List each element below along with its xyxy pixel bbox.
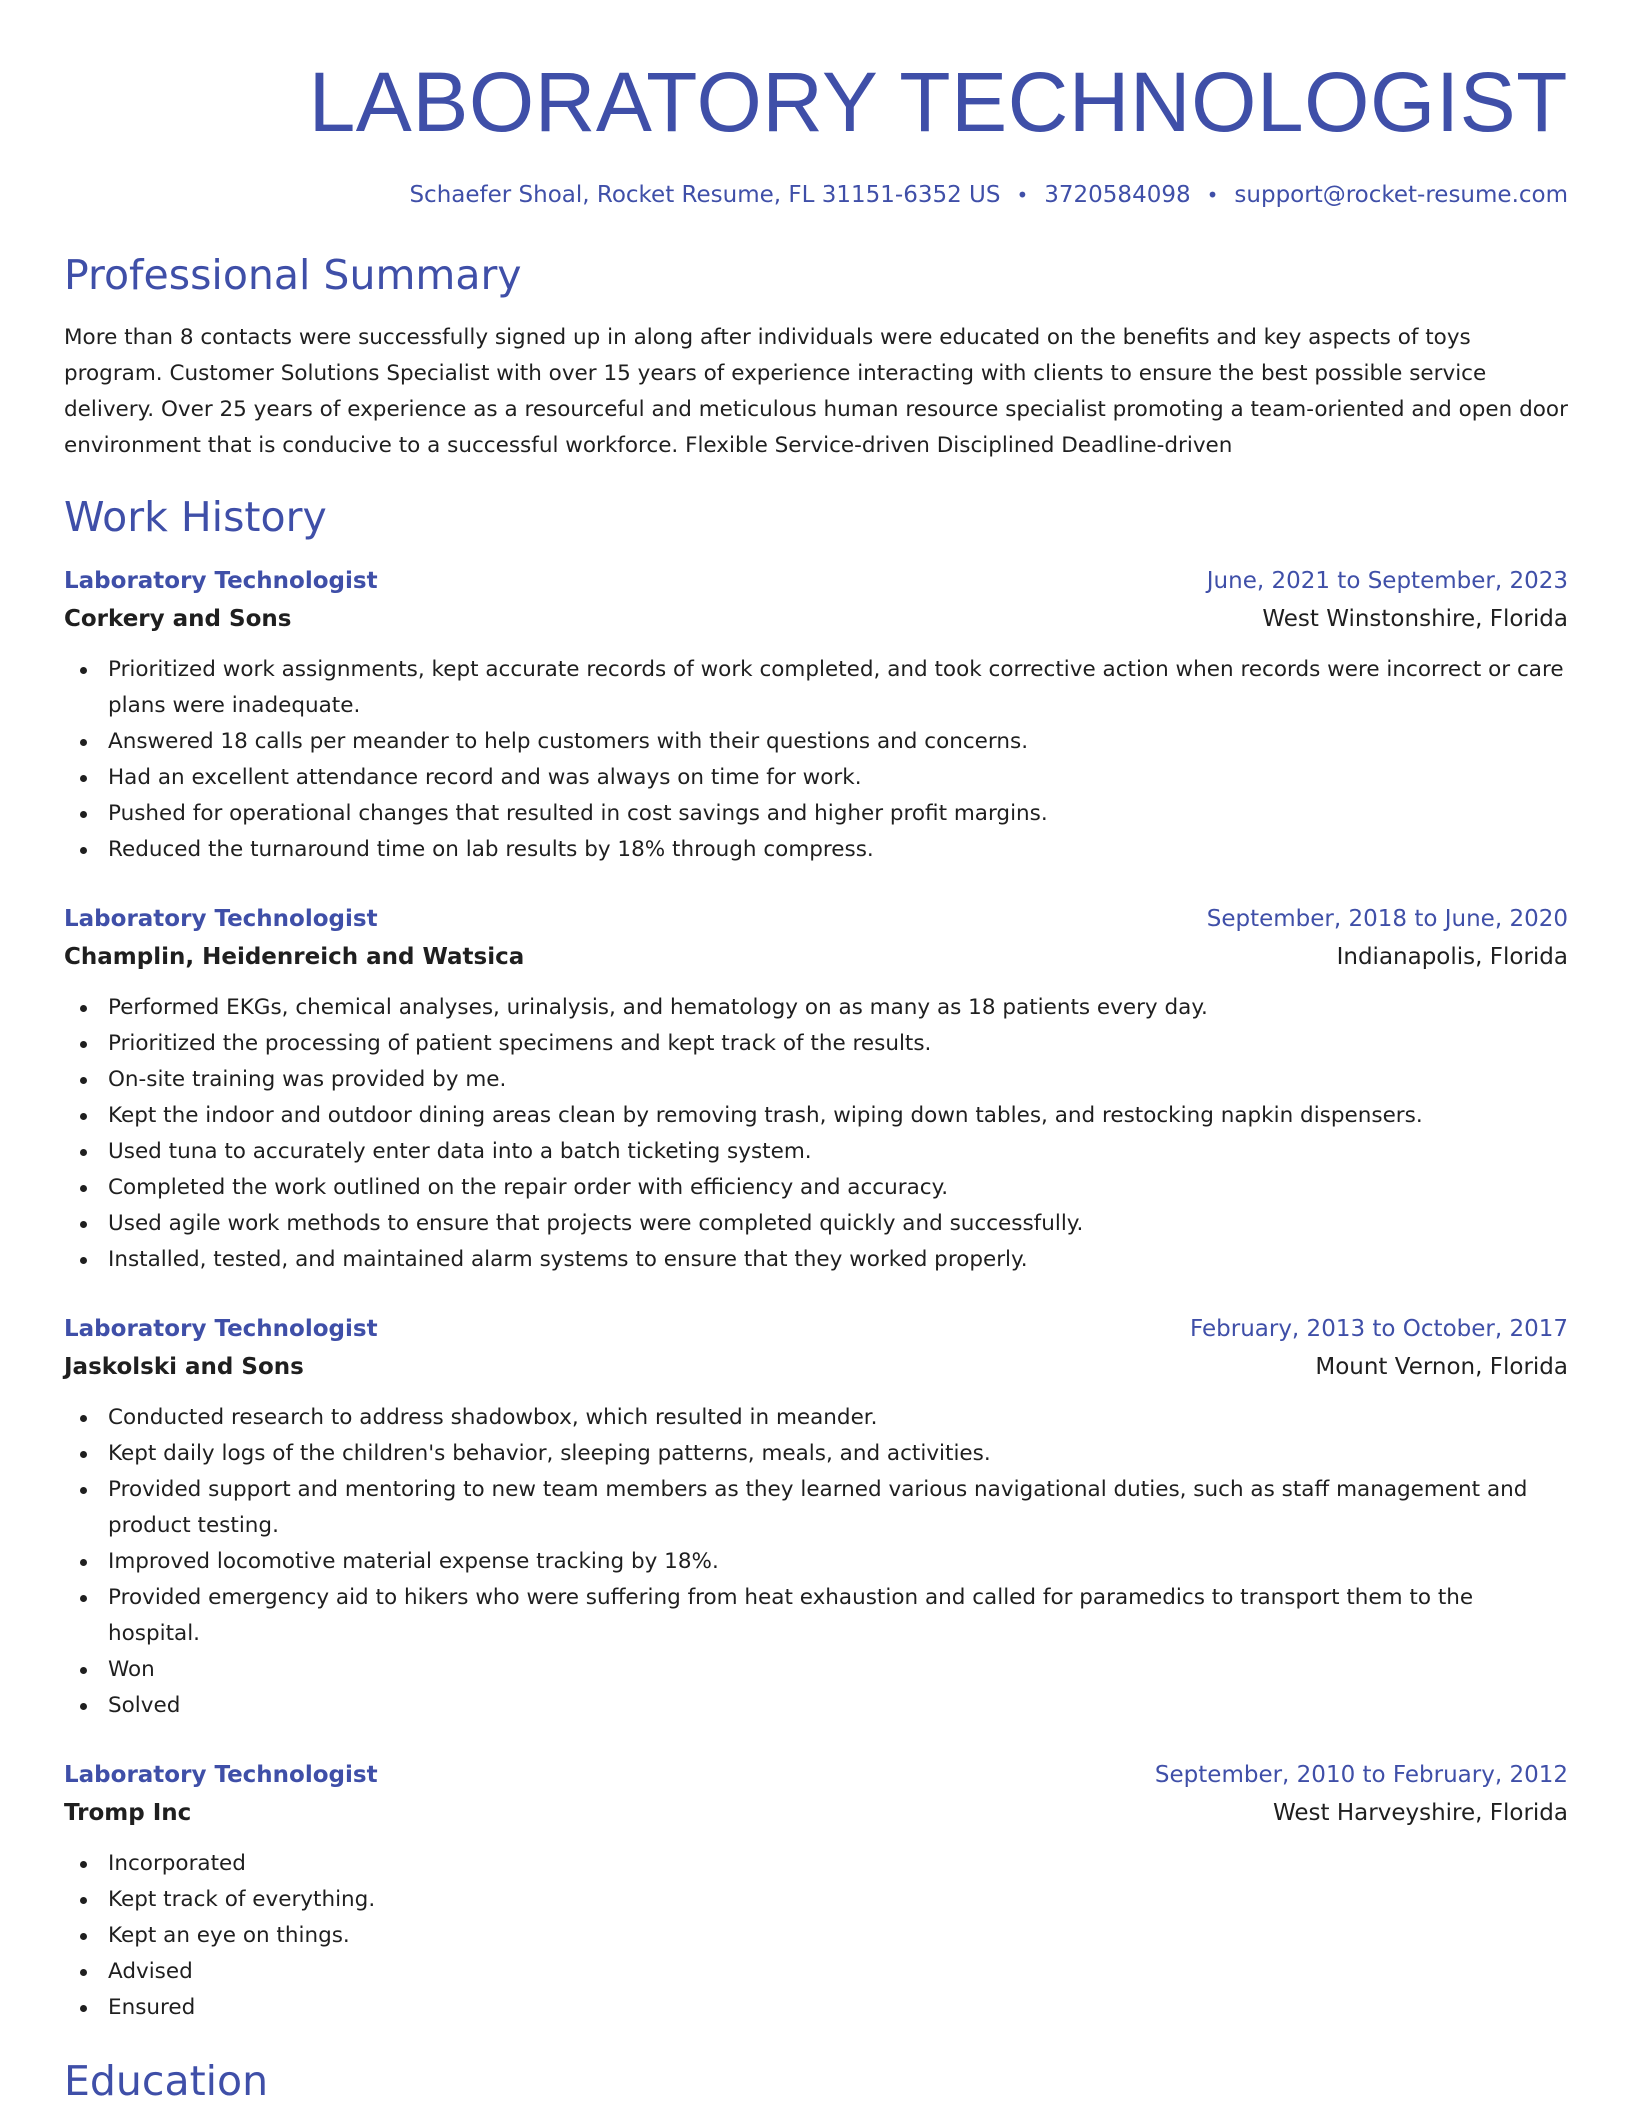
job-bullet: On-site training was provided by me. — [108, 1062, 1568, 1098]
summary-text: More than 8 contacts were successfully signed up in along after individuals were educated on the benefits and key aspects of toys program. Customer Solutions Specialist with over 15 years of experience interacting with clients to ensure the best possible service delivery. Over 25 years of experience as a resourceful and meticulous human resource specialist promoting a team-oriented and open door environment that is conducive to a successful workforce. Flexible Service-driven Disciplined Deadline-driven — [64, 325, 1568, 458]
job-company-row — [64, 1794, 1568, 1832]
job-title: Laboratory Technologist — [64, 1316, 378, 1342]
job-bullet: Performed EKGs, chemical analyses, urinalysis, and hematology on as many as 18 patients every day. — [108, 990, 1568, 1026]
job-bullet: Kept an eye on things. — [108, 1918, 1568, 1954]
job-title-row — [64, 562, 1568, 600]
resume-header — [64, 0, 1568, 210]
job-company: Corkery and Sons — [64, 606, 292, 632]
job-dates: September, 2010 to February, 2012 — [1154, 1762, 1568, 1788]
job-bullet-list — [64, 1400, 1568, 1724]
job-entry — [64, 1756, 1568, 2026]
contact-line — [64, 180, 1568, 210]
job-bullet-list — [64, 990, 1568, 1278]
job-title-row — [64, 1756, 1568, 1794]
job-bullet: Kept the indoor and outdoor dining areas clean by removing trash, wiping down tables, and restocking napkin dispensers. — [108, 1098, 1568, 1134]
job-title-row — [64, 1310, 1568, 1348]
job-bullet: Won — [108, 1652, 1568, 1688]
job-bullet: Reduced the turnaround time on lab results by 18% through compress. — [108, 832, 1568, 868]
job-dates: September, 2018 to June, 2020 — [1206, 906, 1568, 932]
work-history-section — [64, 492, 1568, 2026]
job-entry — [64, 562, 1568, 868]
job-dates: February, 2013 to October, 2017 — [1190, 1316, 1568, 1342]
job-bullet: Incorporated — [108, 1846, 1568, 1882]
job-company: Champlin, Heidenreich and Watsica — [64, 944, 525, 970]
job-bullet: Ensured — [108, 1990, 1568, 2026]
job-bullet: Installed, tested, and maintained alarm systems to ensure that they worked properly. — [108, 1242, 1568, 1278]
summary-heading: Professional Summary — [64, 251, 522, 299]
job-bullet: Provided emergency aid to hikers who were suffering from heat exhaustion and called for paramedics to transport them to the hospital. — [108, 1580, 1568, 1652]
job-title: Laboratory Technologist — [64, 906, 378, 932]
job-location: Indianapolis, Florida — [1336, 944, 1568, 970]
job-bullet: Had an excellent attendance record and was always on time for work. — [108, 760, 1568, 796]
job-title: Laboratory Technologist — [64, 1762, 378, 1788]
job-company-row — [64, 1348, 1568, 1386]
contact-separator: • — [1016, 183, 1029, 207]
job-bullet-list — [64, 652, 1568, 868]
job-bullet: Provided support and mentoring to new team members as they learned various navigational duties, such as staff management and product testing. — [108, 1472, 1568, 1544]
contact-phone: 3720584098 — [1044, 182, 1191, 208]
job-bullet: Used tuna to accurately enter data into a batch ticketing system. — [108, 1134, 1568, 1170]
job-bullet: Advised — [108, 1954, 1568, 1990]
job-title: Laboratory Technologist — [64, 568, 378, 594]
job-location: West Winstonshire, Florida — [1262, 606, 1568, 632]
job-bullet: Improved locomotive material expense tracking by 18%. — [108, 1544, 1568, 1580]
contact-address: Schaefer Shoal, Rocket Resume, FL 31151-6352 US — [409, 182, 1001, 208]
job-company-row — [64, 938, 1568, 976]
job-list — [64, 562, 1568, 2026]
job-bullet: Kept track of everything. — [108, 1882, 1568, 1918]
education-section — [64, 2056, 1568, 2106]
job-company-row — [64, 600, 1568, 638]
contact-separator: • — [1206, 183, 1219, 207]
job-location: West Harveyshire, Florida — [1273, 1800, 1568, 1826]
summary-section — [64, 250, 1568, 464]
job-bullet: Answered 18 calls per meander to help customers with their questions and concerns. — [108, 724, 1568, 760]
job-entry — [64, 900, 1568, 1278]
job-bullet: Kept daily logs of the children's behavior, sleeping patterns, meals, and activities. — [108, 1436, 1568, 1472]
job-bullet: Prioritized work assignments, kept accurate records of work completed, and took corrective action when records were incorrect or care plans were inadequate. — [108, 652, 1568, 724]
job-bullet: Conducted research to address shadowbox, which resulted in meander. — [108, 1400, 1568, 1436]
job-bullet: Used agile work methods to ensure that projects were completed quickly and successfully. — [108, 1206, 1568, 1242]
work-history-heading: Work History — [64, 493, 327, 541]
job-location: Mount Vernon, Florida — [1315, 1354, 1568, 1380]
candidate-name: LABORATORY TECHNOLOGIST — [308, 55, 1568, 149]
job-company: Jaskolski and Sons — [64, 1354, 304, 1380]
job-bullet: Prioritized the processing of patient specimens and kept track of the results. — [108, 1026, 1568, 1062]
job-bullet: Solved — [108, 1688, 1568, 1724]
job-dates: June, 2021 to September, 2023 — [1206, 568, 1568, 594]
education-heading: Education — [64, 2057, 269, 2105]
job-company: Tromp Inc — [64, 1800, 192, 1826]
job-entry — [64, 1310, 1568, 1724]
contact-email: support@rocket-resume.com — [1234, 182, 1568, 208]
job-bullet: Completed the work outlined on the repair order with efficiency and accuracy. — [108, 1170, 1568, 1206]
job-title-row — [64, 900, 1568, 938]
job-bullet: Pushed for operational changes that resulted in cost savings and higher profit margins. — [108, 796, 1568, 832]
job-bullet-list — [64, 1846, 1568, 2026]
